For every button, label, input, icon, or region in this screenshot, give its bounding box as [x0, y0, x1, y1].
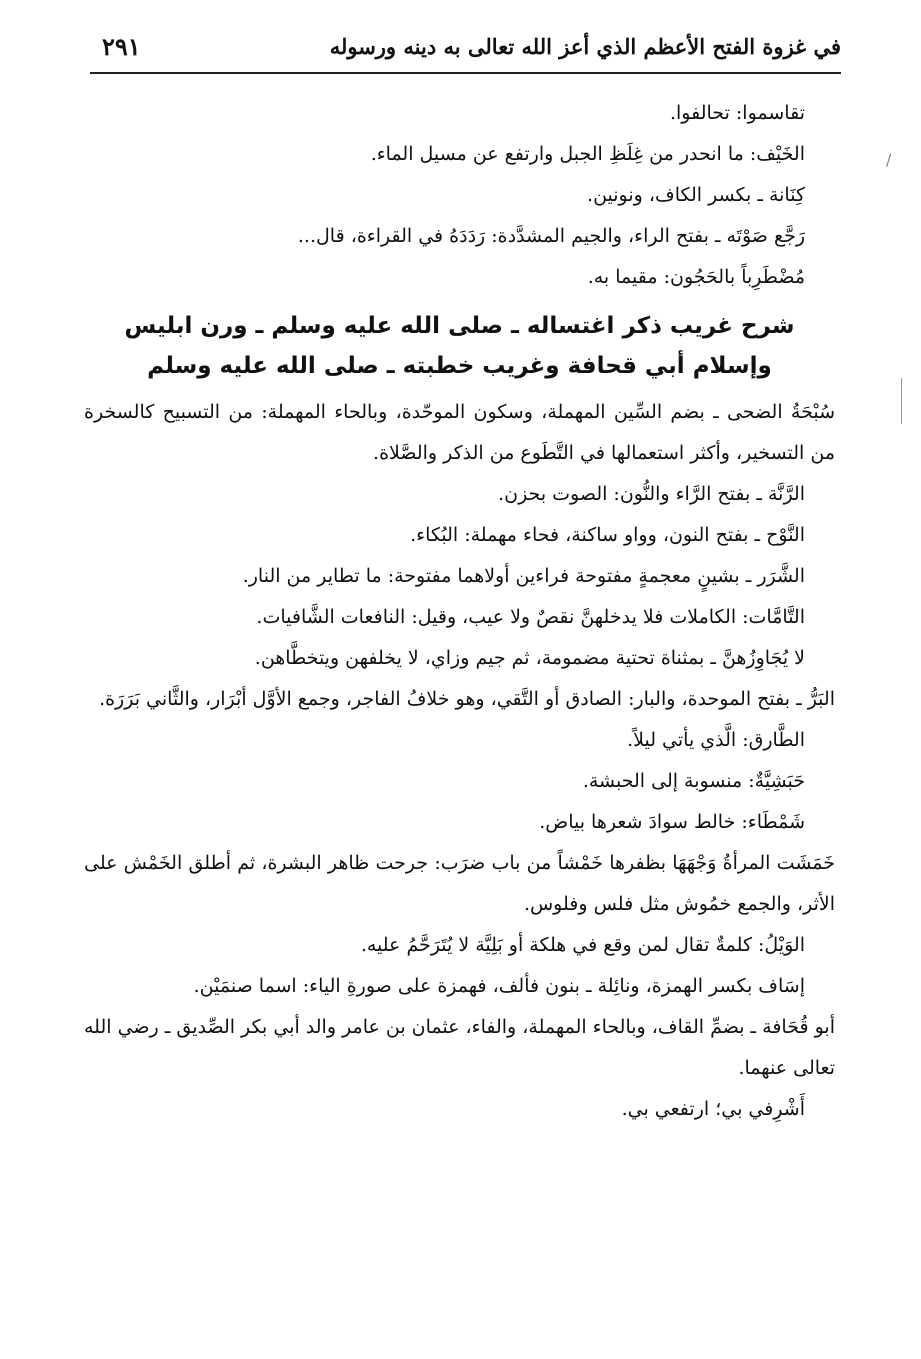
- glossary-entry: مُضْطَرِباً بالحَجُون: مقيما به.: [587, 266, 805, 288]
- section-heading-line-2: وإسلام أبي قحافة وغريب خطبته ـ صلى الله عليه وسلم: [147, 353, 772, 379]
- section-heading: [84, 306, 835, 386]
- glossary-entry: البَرُّ ـ بفتح الموحدة، والبار: الصادق أو التَّقي، وهو خلافُ الفاجر، وجمع الأوَّل أبْرَار، والثَّاني بَرَرَة.: [99, 688, 835, 710]
- page-number: ٢٩١: [102, 32, 141, 61]
- running-title: في غزوة الفتح الأعظم الذي أعز الله تعالى به دينه ورسوله: [329, 34, 841, 59]
- glossary-entry: كِنَانة ـ بكسر الكاف، ونونين.: [587, 184, 805, 206]
- glossary-entry: الطَّارق: الَّذي يأتي ليلاً.: [627, 729, 805, 751]
- glossary-entry: التَّامَّات: الكاملات فلا يدخلهنَّ نقصٌ ولا عيب، وقيل: النافعات الشَّافيات.: [256, 606, 805, 628]
- glossary-entry: لا يُجَاوِزُهنَّ ـ بمثناة تحتية مضمومة، ثم جيم وزاي، لا يخلفهن ويتخطَّاهن.: [254, 647, 805, 669]
- glossary-entry: الخَيْف: ما انحدر من غِلَظِ الجبل وارتفع عن مسيل الماء.: [370, 143, 805, 165]
- margin-bracket-mark: [901, 378, 905, 424]
- glossary-entry: تقاسموا: تحالفوا.: [669, 102, 805, 124]
- glossary-entry: أَشْرِفي بي؛ ارتفعي بي.: [621, 1098, 805, 1120]
- glossary-entry: سُبْحَةُ الضحى ـ بضم السِّين المهملة، وسكون الموحّدة، وبالحاء المهملة: من التسبيح كالسخرة من التسخير، وأكثر استعمالها في التَّطَوع من الذكر والصَّلاة.: [84, 401, 835, 464]
- glossary-entry: شَمْطَاء: خالط سوادَ شعرها بياض.: [539, 811, 805, 833]
- running-header: [90, 28, 841, 74]
- glossary-entry: الوَيْلُ: كلمةٌ تقال لمن وقع في هلكة أو بَلِيَّة لا يُتَرَحَّمُ عليه.: [360, 934, 805, 956]
- glossary-entry: حَبَشِيَّةٌ: منسوبة إلى الحبشة.: [582, 770, 805, 792]
- glossary-entry: الرَّنَّة ـ بفتح الرَّاء والنُّون: الصوت بحزن.: [498, 483, 805, 505]
- section-heading-line-1: شرح غريب ذكر اغتساله ـ صلى الله عليه وسلم ـ ورن ابليس: [124, 313, 795, 339]
- glossary-entry: خَمَشَت المرأةُ وَجْهَهَا بظفرها خَمْشاً من باب ضرَب: جرحت ظاهر البشرة، ثم أطلق الخَمْش على الأثر، والجمع خمُوش مثل فلس وفلوس.: [84, 852, 835, 915]
- glossary-entry: إسَاف بكسر الهمزة، ونائِلة ـ بنون فألف، فهمزة على صورةِ الياء: اسما صنمَيْن.: [193, 975, 805, 997]
- glossary-body: [84, 93, 835, 1130]
- glossary-entry: رَجَّع صَوْتَه ـ بفتح الراء، والجيم المشدَّدة: رَدَدَهُ في القراءة، قال...: [297, 225, 805, 247]
- margin-pencil-mark: /: [886, 150, 892, 169]
- glossary-entry: النَّوْح ـ بفتح النون، وواو ساكنة، فحاء مهملة: البُكاء.: [410, 524, 805, 546]
- glossary-entry: أبو قُحَافة ـ بضمِّ القاف، وبالحاء المهملة، والفاء، عثمان بن عامر والد أبي بكر الصِّديق ـ رضي الله تعالى عنهما.: [83, 1016, 835, 1079]
- glossary-entry: الشَّرَر ـ بشينٍ معجمةٍ مفتوحة فراءين أولاهما مفتوحة: ما تطاير من النار.: [242, 565, 805, 587]
